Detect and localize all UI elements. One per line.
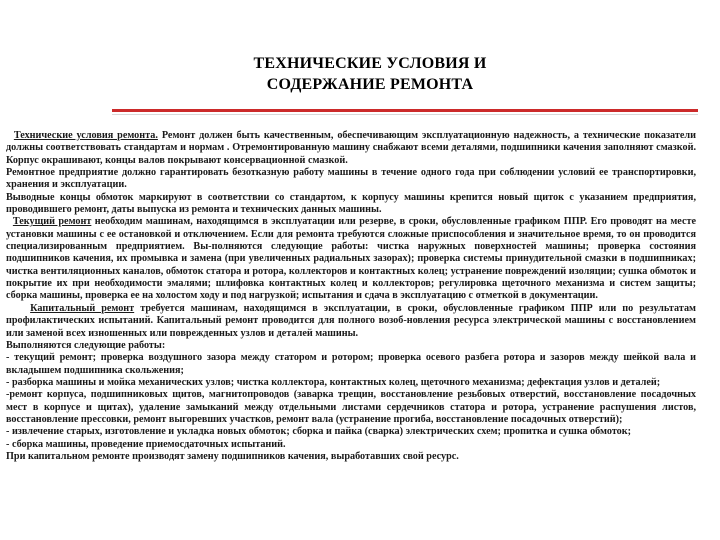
slide-title [150, 53, 590, 95]
list-item-disassembly: - разборка машины и мойка механических узлов; чистка коллектора, контактных колец, щеточного механизма; дефектация узлов и деталей; [6, 376, 661, 388]
paragraph-repair-conditions [6, 130, 696, 167]
paragraph-bearings: При капитальном ремонте производят замену подшипников качения, выработавших свой ресурс. [6, 450, 459, 462]
body-text [6, 130, 696, 463]
title-line-1: ТЕХНИЧЕСКИЕ УСЛОВИЯ И [253, 55, 487, 72]
title-line-2: СОДЕРЖАНИЕ РЕМОНТА [266, 76, 474, 93]
list-item-assembly: - сборка машины, проведение приемосдаточных испытаний. [6, 438, 286, 450]
text-capital-repair: требуется машинам, находящимся в эксплуатации, в сроки, обусловленные графиком ППР или по результатам профилактических испытаний. Капитальный ремонт проводится для полного возоб-новления ресурса электрической машины с восстановлением или заменой всех изношенных или поврежденных узлов и деталей машины. [6, 302, 696, 339]
title-underline-shadow [112, 114, 698, 115]
term-repair-conditions: Технические условия ремонта. [13, 130, 158, 141]
paragraph-marking: Выводные концы обмоток маркируют в соответствии со стандартом, к корпусу машины крепится новый щиток с указанием предприятия, проводившего ремонт, даты выпуска из ремонта и технических данных машины. [6, 191, 696, 216]
title-underline [112, 109, 698, 112]
list-item-housing-repair: -ремонт корпуса, подшипниковых щитов, магнитопроводов (заварка трещин, восстановление резьбовых отверстий, восстановление посадочных мест в корпусе и щитах), удаление замыканий между отдельными листами сердечников статора и ротора, устранение распушения листов, восстановление прессовки, ремонт выгоревших участков, ремонт вала (устранение прогиба, восстановление посадочных отверстий); [6, 389, 696, 425]
list-item-windings: - извлечение старых, изготовление и укладка новых обмоток; сборка и пайка (сварка) электрических схем; пропитка и сушка обмоток; [6, 426, 632, 438]
paragraph-works-heading: Выполняются следующие работы: [6, 339, 166, 351]
text-current-repair: необходим машинам, находящимся в эксплуатации или резерве, в сроки, обусловленные графиком ППР. Его проводят на месте установки машины с ее остановкой и отключением. Если для ремонта требуются сложные приспособления и значительное время, то он проводится специализированным предприятием. Вы-полняются следующие работы: чистка наружных поверхностей машины; проверка состояния подшипников качения, их промывка и замена (при увеличенных радиальных зазорах); проверка системы принудительной смазки в подшипниках; чистка вентиляционных каналов, обмоток статора и ротора, коллекторов и контактных колец; устранение повреждений изоляции; сушка обмоток и покрытие их при необходимости эмалями; шлифовка контактных колец и коллекторов; регулировка щеточного механизма и систем защиты; сборка машины, проверка ее на холостом ходу и под нагрузкой; испытания и сдача в эксплуатацию с отметкой в документации. [6, 216, 697, 302]
paragraph-current-repair [6, 216, 696, 302]
paragraph-capital-repair [6, 303, 696, 340]
text-repair-conditions: Ремонт должен быть качественным, обеспечивающим эксплуатационную надежность, а технические показатели должны соответствовать стандартам и нормам . Отремонтированную машину снабжают всеми деталями, подшипники качения заполняют смазкой. Корпус окрашивают, концы валов покрывают консервационной смазкой. [6, 130, 696, 166]
list-item-current-repair: - текущий ремонт; проверка воздушного зазора между статором и ротором; проверка осевого разбега ротора и зазоров между шейкой вала и вкладышем подшипника скольжения; [6, 352, 696, 376]
term-current-repair: Текущий ремонт [12, 216, 92, 228]
term-capital-repair: Капитальный ремонт [30, 302, 135, 314]
paragraph-warranty: Ремонтное предприятие должно гарантировать безотказную работу машины в течение одного года при соблюдении условий ее транспортировки, хранения и эксплуатации. [6, 167, 696, 191]
